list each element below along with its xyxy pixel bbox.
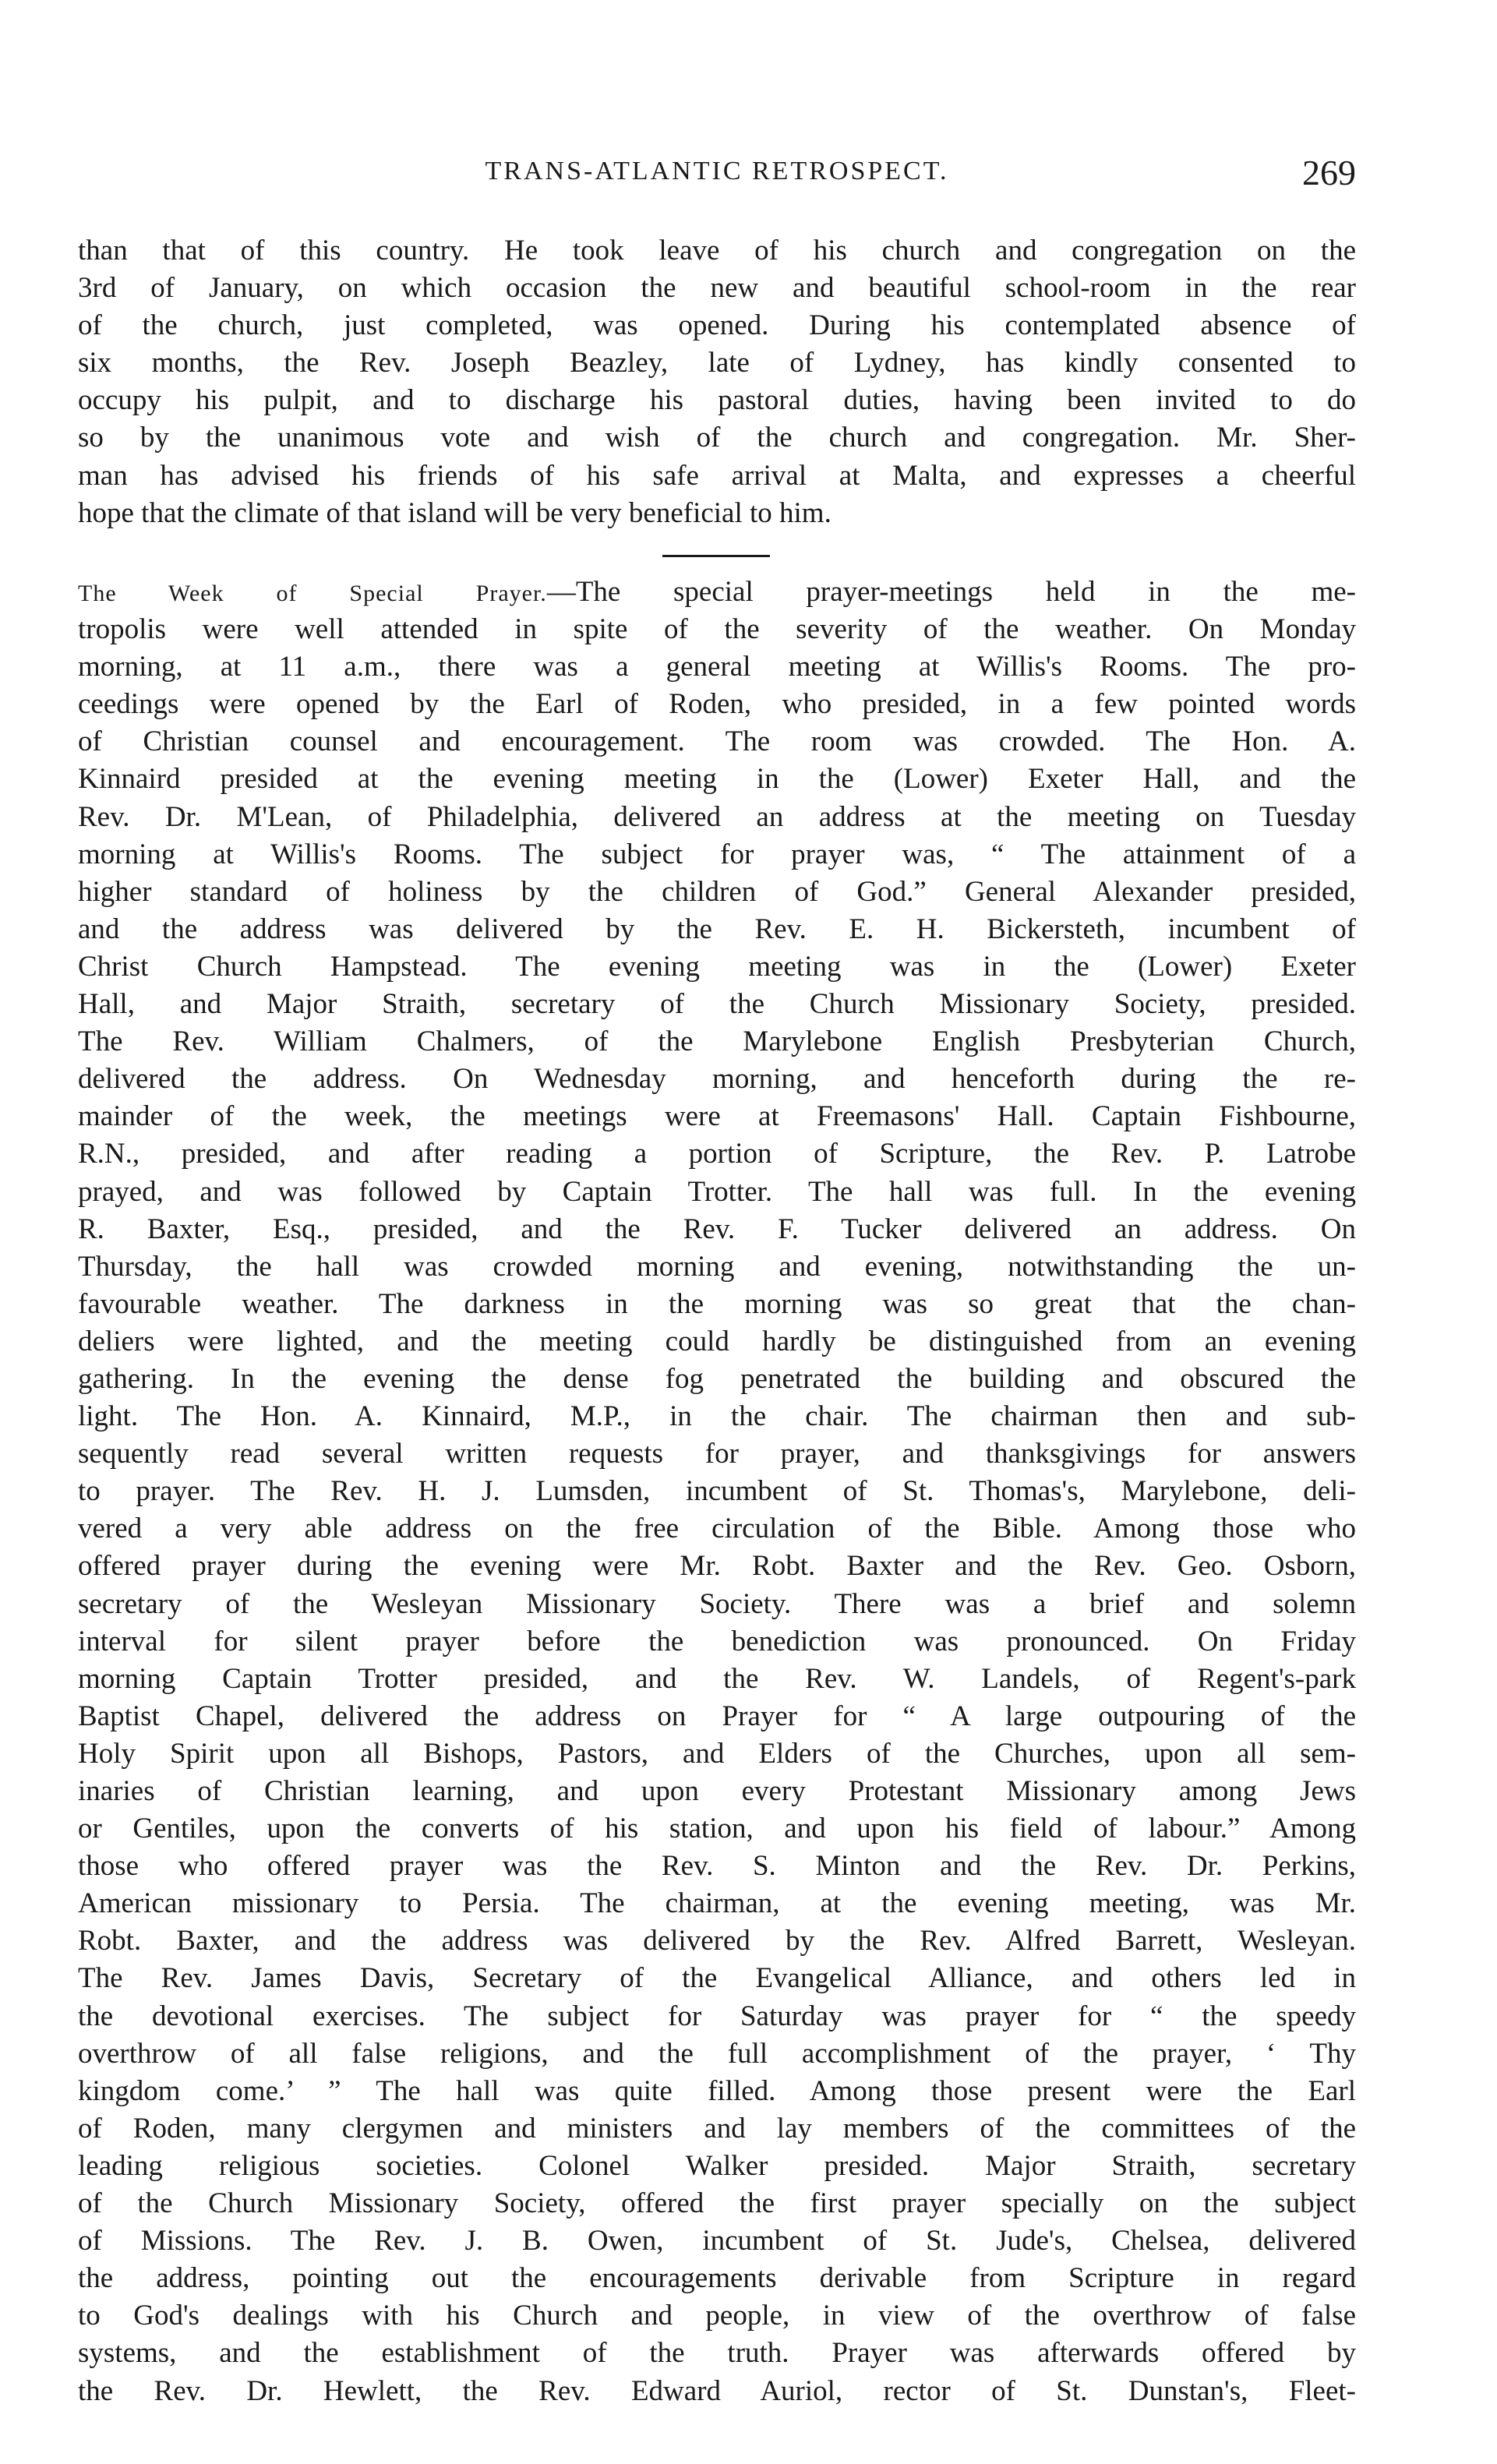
text-line: tropolis were well attended in spite of the severity of the weather. On Monday [78, 613, 1356, 646]
text-line: to prayer. The Rev. H. J. Lumsden, incumbent of St. Thomas's, Marylebone, deli- [78, 1475, 1356, 1508]
text-line: Kinnaird presided at the evening meeting in the (Lower) Exeter Hall, and the [78, 763, 1356, 796]
text-line: vered a very able address on the free circulation of the Bible. Among those who [78, 1513, 1356, 1545]
text-line: Rev. Dr. M'Lean, of Philadelphia, delivered an address at the meeting on Tuesday [78, 800, 1356, 833]
text-line: Holy Spirit upon all Bishops, Pastors, and Elders of the Churches, upon all sem- [78, 1737, 1356, 1770]
text-line: ceedings were opened by the Earl of Roden, who presided, in a few pointed words [78, 688, 1356, 721]
text-line: R.N., presided, and after reading a portion of Scripture, the Rev. P. Latrobe [78, 1138, 1356, 1170]
text-line: those who offered prayer was the Rev. S. Minton and the Rev. Dr. Perkins, [78, 1850, 1356, 1883]
text-line: sequently read several written requests for prayer, and thanksgivings for answers [78, 1438, 1356, 1470]
text-line: prayed, and was followed by Captain Trotter. The hall was full. In the evening [78, 1175, 1356, 1208]
text-line: of Roden, many clergymen and ministers and lay members of the committees of the [78, 2112, 1356, 2145]
section-divider [662, 555, 770, 557]
text-line: secretary of the Wesleyan Missionary Society. There was a brief and solemn [78, 1587, 1356, 1620]
text-line-first [78, 574, 1356, 611]
running-head [78, 152, 1356, 199]
text-line: morning at Willis's Rooms. The subject for prayer was, “ The attainment of a [78, 838, 1356, 870]
text-line: Hall, and Major Straith, secretary of the Church Missionary Society, presided. [78, 988, 1356, 1021]
text-line: inaries of Christian learning, and upon every Protestant Missionary among Jews [78, 1775, 1356, 1807]
text-line: the Rev. Dr. Hewlett, the Rev. Edward Auriol, rector of St. Dunstan's, Fleet- [78, 2374, 1356, 2407]
text-line: delivered the address. On Wednesday morning, and henceforth during the re- [78, 1063, 1356, 1096]
text-line: American missionary to Persia. The chairman, at the evening meeting, was Mr. [78, 1887, 1356, 1920]
paragraph-week-of-prayer [78, 574, 1356, 2410]
text-line: interval for silent prayer before the benediction was pronounced. On Friday [78, 1625, 1356, 1657]
text-line: of Missions. The Rev. J. B. Owen, incumbent of St. Jude's, Chelsea, delivered [78, 2225, 1356, 2257]
text-line: of Christian counsel and encouragement. The room was crowded. The Hon. A. [78, 725, 1356, 758]
text-line: morning, at 11 a.m., there was a general meeting at Willis's Rooms. The pro- [78, 651, 1356, 683]
text-line: overthrow of all false religions, and the full accomplishment of the prayer, ‘ Thy [78, 2037, 1356, 2070]
text-line: R. Baxter, Esq., presided, and the Rev. F. Tucker delivered an address. On [78, 1213, 1356, 1245]
text-line: light. The Hon. A. Kinnaird, M.P., in the chair. The chairman then and sub- [78, 1400, 1356, 1433]
text-line: The Rev. William Chalmers, of the Marylebone English Presbyterian Church, [78, 1025, 1356, 1058]
text-line: of the Church Missionary Society, offered the first prayer specially on the subject [78, 2187, 1356, 2220]
text-line: 3rd of January, on which occasion the new and beautiful school-room in the rear [78, 272, 1356, 305]
text-line: Christ Church Hampstead. The evening meeting was in the (Lower) Exeter [78, 950, 1356, 983]
text-line: higher standard of holiness by the children of God.” General Alexander presided, [78, 875, 1356, 908]
text-line: so by the unanimous vote and wish of the church and congregation. Mr. Sher- [78, 422, 1356, 454]
text-line: systems, and the establishment of the truth. Prayer was afterwards offered by [78, 2337, 1356, 2370]
text-line: The Rev. James Davis, Secretary of the Evangelical Alliance, and others led in [78, 1962, 1356, 1995]
text-line: six months, the Rev. Joseph Beazley, late of Lydney, has kindly consented to [78, 347, 1356, 379]
text-line: leading religious societies. Colonel Walker presided. Major Straith, secretary [78, 2149, 1356, 2182]
text-line: and the address was delivered by the Rev. E. H. Bickersteth, incumbent of [78, 913, 1356, 945]
running-title: TRANS-ATLANTIC RETROSPECT. [485, 157, 949, 185]
text-line: mainder of the week, the meetings were at Freemasons' Hall. Captain Fishbourne, [78, 1100, 1356, 1133]
text-line: the devotional exercises. The subject for Saturday was prayer for “ the speedy [78, 2000, 1356, 2032]
page-number: 269 [1302, 153, 1356, 192]
text-line: than that of this country. He took leave of his church and congregation on the [78, 235, 1356, 267]
heading-continuation: —The special prayer-meetings held in the me- [546, 576, 1357, 608]
text-line: deliers were lighted, and the meeting could hardly be distinguished from an evening [78, 1325, 1356, 1357]
text-line: or Gentiles, upon the converts of his station, and upon his field of labour.” Among [78, 1813, 1356, 1845]
paragraph-continued [78, 232, 1356, 532]
text-line: favourable weather. The darkness in the morning was so great that the chan- [78, 1287, 1356, 1320]
text-line: hope that the climate of that island will be very beneficial to him. [78, 496, 831, 529]
text-line: man has advised his friends of his safe arrival at Malta, and expresses a cheerful [78, 459, 1356, 492]
text-line: gathering. In the evening the dense fog penetrated the building and obscured the [78, 1362, 1356, 1395]
text-line: Robt. Baxter, and the address was delivered by the Rev. Alfred Barrett, Wesleyan. [78, 1925, 1356, 1957]
text-line: Baptist Chapel, delivered the address on Prayer for “ A large outpouring of the [78, 1700, 1356, 1732]
section-heading: The Week of Special Prayer. [78, 581, 547, 606]
text-line: kingdom come.’ ” The hall was quite filled. Among those present were the Earl [78, 2074, 1356, 2107]
text-line: Thursday, the hall was crowded morning and evening, notwithstanding the un- [78, 1250, 1356, 1283]
text-line: to God's dealings with his Church and people, in view of the overthrow of false [78, 2300, 1356, 2332]
text-line: occupy his pulpit, and to discharge his pastoral duties, having been invited to do [78, 384, 1356, 417]
text-line: morning Captain Trotter presided, and the Rev. W. Landels, of Regent's-park [78, 1662, 1356, 1695]
text-line: of the church, just completed, was opened. During his contemplated absence of [78, 309, 1356, 342]
text-line: offered prayer during the evening were Mr. Robt. Baxter and the Rev. Geo. Osborn, [78, 1550, 1356, 1583]
text-line: the address, pointing out the encouragements derivable from Scripture in regard [78, 2262, 1356, 2295]
